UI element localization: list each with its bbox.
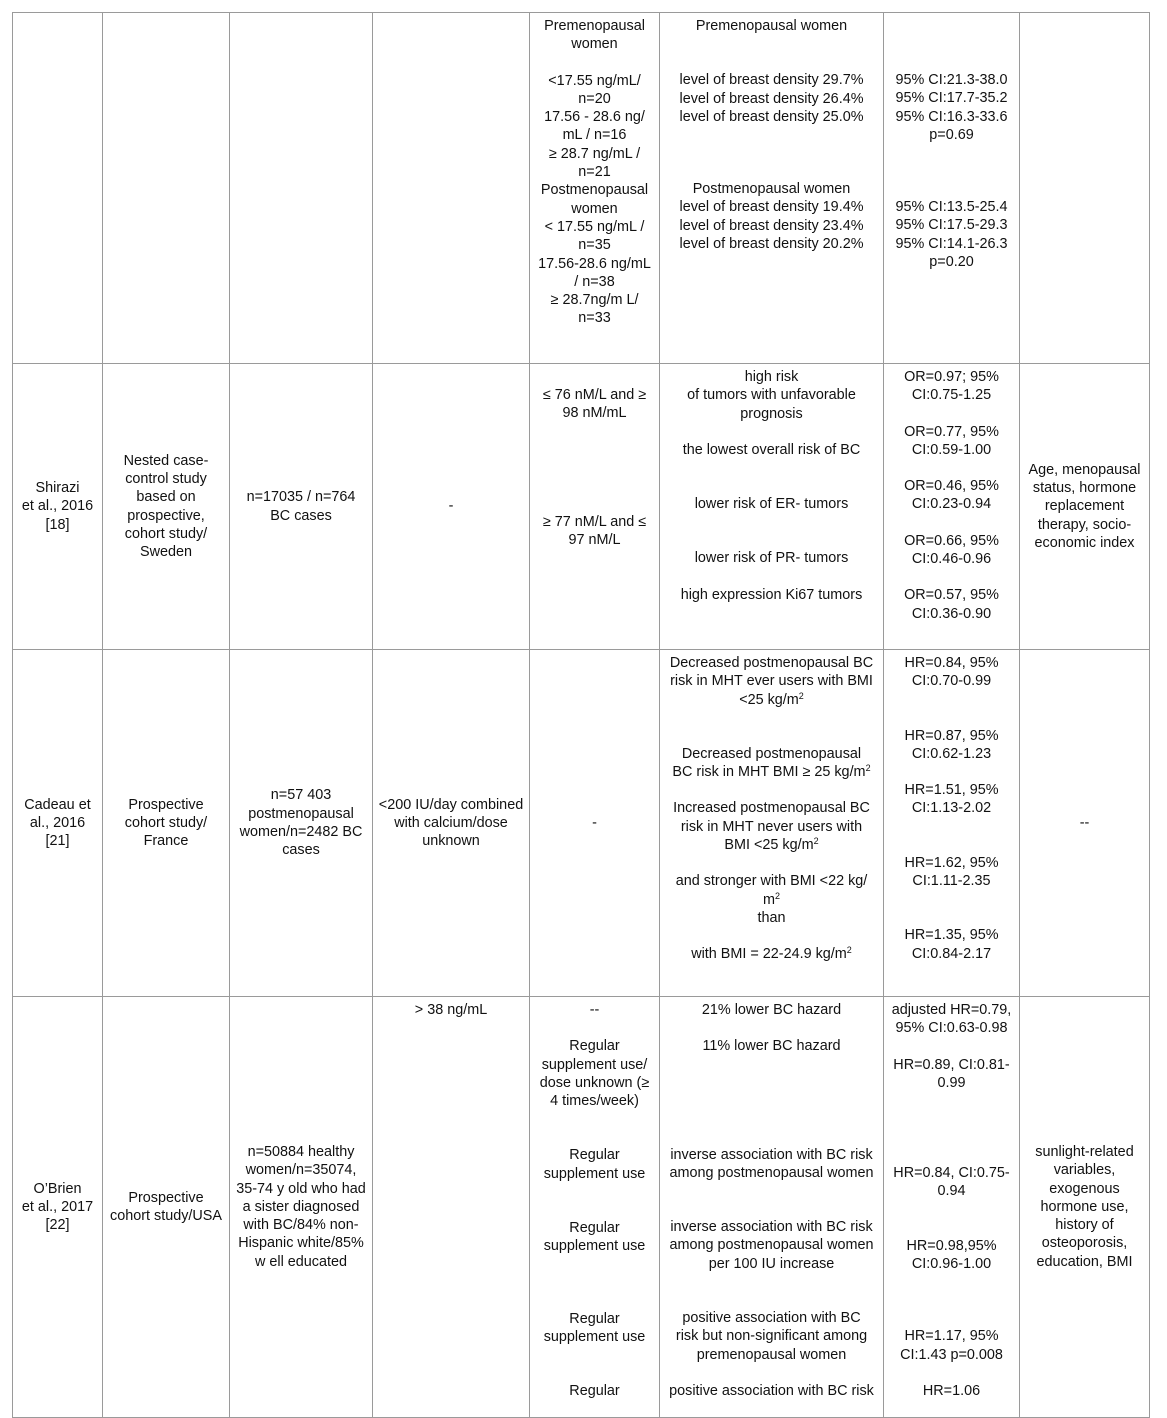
cell-outcome (660, 13, 884, 364)
text-line: therapy, socio- (1037, 516, 1132, 533)
text-line: 4 times/week) (550, 1093, 639, 1110)
cell-outcome (660, 364, 884, 650)
text-line: CI:0.62-1.23 (911, 745, 992, 762)
text-line: p=0.20 (929, 254, 974, 271)
text-line: with BC/84% non- (243, 1217, 359, 1234)
text-line: risk in MHT never users with (680, 818, 863, 835)
text-line: n=35 (578, 237, 611, 254)
cell-adjustment (1020, 364, 1150, 650)
text-line (662, 836, 881, 854)
text-line: level of breast density 25.0% (679, 108, 864, 125)
cell-exposure (530, 13, 660, 364)
superscript: 2 (865, 763, 871, 774)
text-line: Prospective (128, 796, 204, 813)
text-line: [18] (45, 516, 70, 533)
text-line: et al., 2016 (21, 498, 94, 515)
cell-population (230, 364, 373, 650)
text-line: high expression Ki67 tumors (680, 586, 863, 603)
table-row (13, 650, 1150, 997)
cell-design (103, 364, 230, 650)
cell-statistics (884, 997, 1020, 1418)
text-line: positive association with BC risk (669, 1382, 874, 1399)
text-line: among postmenopausal women (669, 1164, 874, 1181)
cell-population (230, 650, 373, 997)
text-line: Regular (569, 1310, 620, 1327)
text-line: risk but non-significant among (675, 1328, 868, 1345)
text-line: sunlight-related (1035, 1143, 1134, 1160)
text-line: status, hormone (1032, 480, 1137, 497)
text-line: ≥ 28.7 ng/mL / (548, 145, 641, 162)
text-line: positive association with BC (682, 1310, 861, 1327)
text-line: 95% CI:13.5-25.4 (895, 199, 1008, 216)
text-line: CI:0.23-0.94 (911, 496, 992, 513)
text-line: Nested case- (123, 452, 209, 469)
text-line: replacement (1044, 498, 1125, 515)
text-line: [21] (45, 833, 70, 850)
text-part: with BMI = 22-24.9 kg/m (691, 946, 847, 963)
text-line: education, BMI (1036, 1253, 1133, 1270)
text-line: inverse association with BC risk (670, 1219, 873, 1236)
text-line: level of breast density 23.4% (679, 217, 864, 234)
text-line: and stronger with BMI <22 kg/ (675, 873, 868, 890)
text-line: women (571, 36, 618, 53)
text-line: premenopausal women (696, 1346, 847, 1363)
cell-outcome (660, 997, 884, 1418)
text-line: CI:1.43 p=0.008 (900, 1346, 1003, 1363)
text-line: cohort study/ (124, 814, 208, 831)
superscript: 2 (774, 890, 780, 901)
text-line: Postmenopausal women (692, 181, 851, 198)
text-line: n=50884 healthy (247, 1143, 355, 1160)
cell-statistics (884, 650, 1020, 997)
text-line: Age, menopausal (1028, 461, 1141, 478)
text-line: hormone use, (1040, 1198, 1129, 1215)
text-line: ≥ 77 nM/L and ≤ (542, 513, 647, 530)
text-line: CI:0.59-1.00 (911, 441, 992, 458)
text-line: CI:0.46-0.96 (911, 551, 992, 568)
text-line: OR=0.46, 95% (904, 478, 999, 495)
text-line: 95% CI:21.3-38.0 (895, 72, 1008, 88)
text-line: 21% lower BC hazard (701, 1002, 842, 1018)
text-line: CI:0.75-1.25 (911, 387, 992, 404)
text-line: Regular (569, 1038, 620, 1055)
text-line: n=33 (578, 310, 611, 327)
cell-statistics (884, 13, 1020, 364)
text-line: 97 nM/L (568, 531, 621, 548)
text-line: adjusted HR=0.79, (891, 1002, 1012, 1018)
text-line: CI:0.84-2.17 (911, 945, 992, 962)
text-line: O’Brien (33, 1180, 82, 1197)
text-line: HR=0.84, 95% (904, 655, 999, 671)
text-line: Shirazi (35, 480, 80, 497)
text-line (662, 945, 881, 963)
text-line: level of breast density 29.7% (679, 72, 864, 89)
text-line: Premenopausal women (695, 18, 848, 34)
text-line: prospective, (127, 507, 205, 524)
text-line: inverse association with BC risk (670, 1146, 873, 1163)
text-line: cohort study/ (124, 525, 208, 542)
text-line: level of breast density 20.2% (679, 236, 864, 253)
text-part: BC risk in MHT BMI ≥ 25 kg/m (672, 764, 866, 781)
text-line: HR=1.17, 95% (904, 1328, 999, 1345)
text-line: HR=0.89, CI:0.81- (893, 1056, 1010, 1073)
text-line: Premenopausal (544, 18, 645, 34)
cell-design (103, 997, 230, 1418)
text-line: among postmenopausal women (669, 1237, 874, 1254)
text-line: supplement use (543, 1328, 646, 1345)
text-line: 17.56-28.6 ng/mL (538, 255, 651, 272)
text-line: / n=38 (574, 273, 615, 290)
text-part: BMI <25 kg/m (724, 837, 814, 854)
text-line: unknown (422, 833, 480, 850)
text-line: OR=0.57, 95% (904, 587, 999, 604)
text-line: variables, (1053, 1162, 1116, 1179)
text-line: CI:1.11-2.35 (912, 873, 991, 890)
text-line: CI:0.36-0.90 (911, 605, 992, 622)
table-row (13, 997, 1150, 1418)
cell-design (103, 650, 230, 997)
text-line: 95% CI:16.3-33.6 (895, 108, 1008, 125)
text-line: <200 IU/day combined (378, 796, 524, 813)
text-line: HR=1.35, 95% (904, 927, 999, 944)
text-line: postmenopausal (248, 805, 354, 822)
cell-study (13, 364, 103, 650)
text-line: Decreased postmenopausal (681, 745, 862, 762)
text-line: osteoporosis, (1041, 1235, 1128, 1252)
text-line: CI:0.96-1.00 (911, 1256, 992, 1273)
text-line: w ell educated (254, 1253, 347, 1270)
text-line: supplement use (543, 1165, 646, 1182)
text-line (662, 763, 881, 781)
text-line: 0.99 (937, 1074, 966, 1091)
text-line: women (571, 200, 618, 217)
text-line: OR=0.77, 95% (904, 423, 999, 440)
text-line: supplement use (543, 1238, 646, 1255)
text-line: cases (282, 842, 320, 859)
text-line: BC cases (270, 507, 332, 524)
cell-study (13, 13, 103, 364)
text-part: m (762, 891, 775, 908)
text-line: based on (136, 489, 196, 506)
text-line (662, 891, 881, 909)
text-line: women/n=35074, (245, 1162, 357, 1179)
text-line: < 17.55 ng/mL / (544, 218, 645, 235)
table-row (13, 13, 1150, 364)
text-line: cohort study/USA (110, 1208, 222, 1224)
cell-adjustment (1020, 997, 1150, 1418)
cell-dose (373, 364, 530, 650)
cell-population (230, 997, 373, 1418)
text-line: economic index (1034, 534, 1135, 551)
cell-exposure (530, 997, 660, 1418)
text-line: Increased postmenopausal BC (673, 800, 870, 817)
text-line: > 38 ng/mL (414, 1002, 488, 1018)
text-line: than (757, 909, 786, 926)
text-line: level of breast density 26.4% (679, 90, 864, 107)
text-line: HR=1.51, 95% (904, 782, 999, 799)
text-line: <17.55 ng/mL/ (548, 72, 641, 89)
text-line (662, 691, 881, 709)
cell-study (13, 997, 103, 1418)
text-line: Prospective (128, 1189, 204, 1206)
cell-adjustment (1020, 650, 1150, 997)
text-line: per 100 IU increase (708, 1255, 835, 1272)
cell-exposure (530, 650, 660, 997)
text-line: et al., 2017 (21, 1198, 94, 1215)
cell-dose (373, 997, 530, 1418)
text-line: al., 2016 (29, 814, 86, 831)
text-line: the lowest overall risk of BC (682, 441, 861, 458)
text-line: p=0.69 (929, 126, 974, 143)
text-line: 17.56 - 28.6 ng/ (544, 109, 645, 126)
text-line: HR=1.06 (922, 1382, 981, 1399)
text-line: [22] (45, 1217, 70, 1234)
text-line: n=21 (578, 164, 611, 181)
text-line: 95% CI:0.63-0.98 (895, 1020, 1008, 1037)
cell-statistics (884, 364, 1020, 650)
cell-dose (373, 650, 530, 997)
results-table (12, 12, 1150, 1418)
text-line: CI:0.70-0.99 (911, 673, 992, 690)
text-line: 35-74 y old who had (236, 1180, 366, 1197)
superscript: 2 (798, 690, 804, 701)
text-line: Regular (569, 1220, 620, 1237)
text-line: lower risk of ER- tumors (694, 496, 849, 513)
superscript: 2 (813, 836, 819, 847)
cell-outcome (660, 650, 884, 997)
text-line: OR=0.97; 95% (904, 369, 999, 385)
text-line: dose unknown (≥ (539, 1074, 650, 1091)
text-line: control study (125, 470, 207, 487)
text-line: ≥ 28.7ng/m L/ (550, 292, 639, 309)
table-row (13, 364, 1150, 650)
text-line: women/n=2482 BC (239, 824, 363, 840)
text-line: 95% CI:17.5-29.3 (895, 217, 1008, 234)
text-line: Cadeau et (24, 796, 91, 813)
text-line: Regular (569, 1383, 620, 1400)
text-line: Hispanic white/85% (238, 1235, 364, 1252)
text-line: Postmenopausal (540, 182, 649, 199)
text-line: level of breast density 19.4% (679, 199, 864, 216)
text-line: with calcium/dose (394, 814, 508, 831)
text-line: risk in MHT ever users with BMI (670, 673, 873, 690)
text-line: -- (589, 1002, 600, 1018)
cell-adjustment (1020, 13, 1150, 364)
text-line: HR=0.84, CI:0.75- (893, 1165, 1010, 1182)
text-line: high risk (744, 369, 799, 385)
text-line: HR=1.62, 95% (904, 854, 999, 871)
text-line: 0.94 (937, 1183, 966, 1200)
text-line: mL / n=16 (562, 127, 627, 144)
text-line: prognosis (740, 405, 803, 422)
text-line: 95% CI:14.1-26.3 (895, 235, 1008, 252)
text-line: n=20 (578, 90, 611, 107)
text-line: a sister diagnosed (242, 1198, 360, 1215)
text-line: - (448, 498, 454, 515)
text-line: of tumors with unfavorable (687, 387, 856, 404)
text-line: exogenous (1049, 1180, 1120, 1197)
text-line: n=57 403 (270, 787, 332, 804)
text-line: supplement use/ (541, 1056, 648, 1073)
text-line: France (143, 833, 189, 850)
text-line: history of (1055, 1217, 1114, 1234)
text-line: - (592, 814, 597, 831)
text-line: Sweden (139, 544, 192, 561)
text-line: Decreased postmenopausal BC (669, 655, 874, 671)
cell-population (230, 13, 373, 364)
text-line: ≤ 76 nM/L and ≥ (542, 387, 647, 403)
text-line: CI:1.13-2.02 (911, 800, 992, 817)
text-line: Regular (569, 1147, 620, 1164)
text-line: HR=0.87, 95% (904, 727, 999, 744)
text-line: HR=0.98,95% (906, 1237, 997, 1254)
text-line: 95% CI:17.7-35.2 (895, 90, 1008, 107)
text-line: n=17035 / n=764 (246, 489, 356, 506)
text-line: -- (1079, 814, 1090, 831)
cell-study (13, 650, 103, 997)
cell-design (103, 13, 230, 364)
text-part: <25 kg/m (739, 691, 799, 708)
text-line: 98 nM/mL (562, 405, 627, 422)
cell-exposure (530, 364, 660, 650)
text-line: lower risk of PR- tumors (694, 550, 849, 567)
text-line: OR=0.66, 95% (904, 532, 999, 549)
superscript: 2 (846, 945, 852, 956)
cell-dose (373, 13, 530, 364)
text-line: 11% lower BC hazard (702, 1038, 841, 1055)
